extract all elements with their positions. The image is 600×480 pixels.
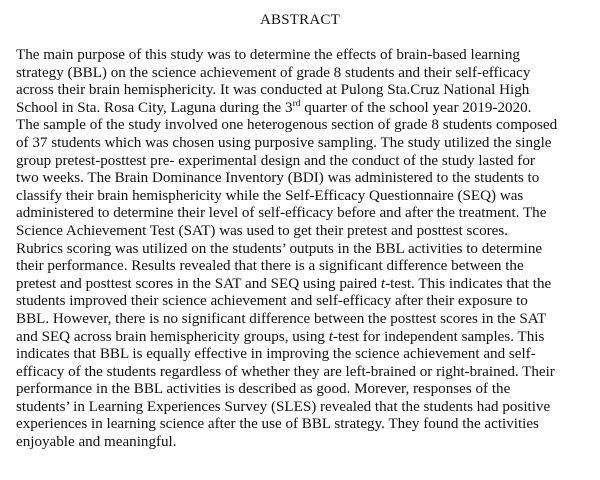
abstract-line: Science Achievement Test (SAT) was used to get their pretest and posttest scores.	[16, 222, 509, 239]
abstract-line: efficacy of the students regardless of whether they are left-brained or right-brained. Their	[16, 363, 555, 380]
abstract-line: enjoyable and meaningful.	[16, 434, 177, 451]
abstract-body	[16, 47, 596, 452]
abstract-line: students’ in Learning Experiences Survey (SLES) revealed that the students had positive	[16, 398, 551, 415]
abstract-line: indicates that BBL is equally effective in improving the science achievement and self-	[16, 346, 536, 363]
abstract-line: and SEQ across brain hemisphericity groups, using t-test for independent samples. This	[16, 328, 545, 345]
abstract-line: two weeks. The Brain Dominance Inventory (BDI) was administered to the students to	[16, 170, 540, 187]
abstract-line: classify their brain hemisphericity while the Self-Efficacy Questionnaire (SEQ) was	[16, 187, 524, 204]
abstract-line: group pretest-posttest pre- experimental design and the conduct of the study lasted for	[16, 152, 535, 169]
abstract-line: Rubrics scoring was utilized on the students’ outputs in the BBL activities to determine	[16, 240, 543, 257]
abstract-line: students improved their science achievement and self-efficacy after their exposure to	[16, 293, 528, 310]
italic-t: t	[380, 275, 386, 292]
ordinal-superscript: rd	[292, 98, 301, 109]
abstract-line: BBL. However, there is no significant difference between the posttest scores in the SAT	[16, 310, 547, 327]
abstract-line: administered to determine their level of self-efficacy before and after the treatment. The	[16, 205, 547, 222]
italic-t: t	[328, 328, 333, 345]
abstract-line: experiences in learning science after the use of BBL strategy. They found the activities	[16, 416, 539, 433]
abstract-line: The main purpose of this study was to determine the effects of brain-based learning	[16, 47, 520, 63]
abstract-line: across their brain hemisphericity. It was conducted at Pulong Sta.Cruz National High	[16, 82, 530, 99]
abstract-line: performance in the BBL activities is described as good. Morever, responses of the	[16, 381, 511, 398]
abstract-line: strategy (BBL) on the science achievement of grade 8 students and their self-efficacy	[16, 64, 531, 81]
abstract-line: The sample of the study involved one heterogenous section of grade 8 students composed	[16, 117, 558, 134]
abstract-line: School in Sta. Rosa City, Laguna during the 3rd quarter of the school year 2019-2020.	[16, 98, 532, 116]
abstract-heading: ABSTRACT	[260, 12, 340, 28]
abstract-line: pretest and posttest scores in the SAT and SEQ using paired t-test. This indicates that the	[16, 275, 552, 292]
abstract-line: of 37 students which was chosen using purposive sampling. The study utilized the single	[16, 134, 552, 151]
abstract-line: their performance. Results revealed that there is a significant difference between the	[16, 258, 524, 275]
